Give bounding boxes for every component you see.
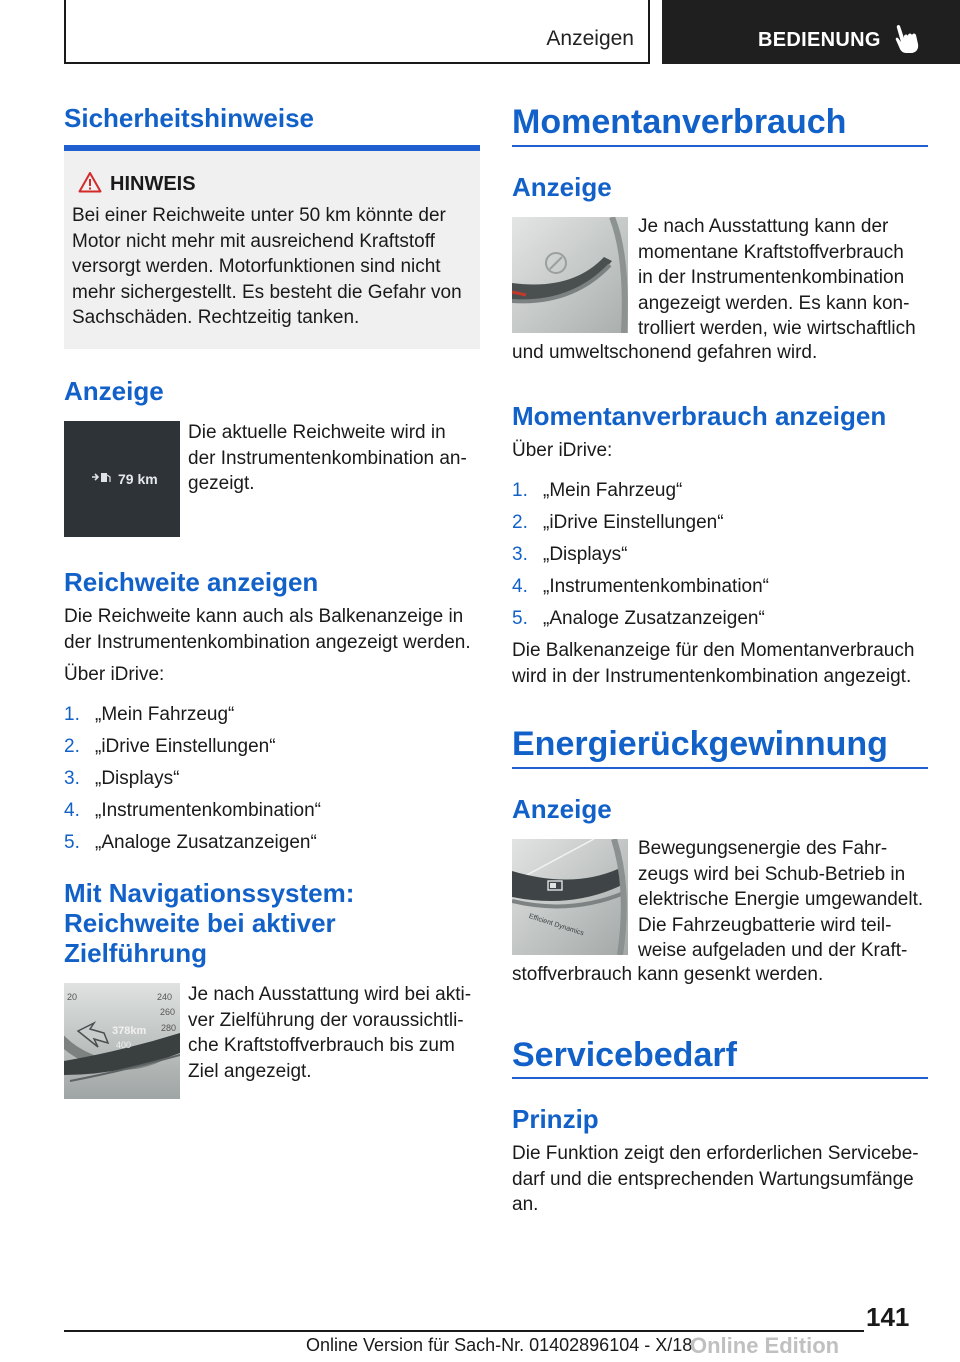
energy-heading: Energierückgewinnung: [512, 725, 888, 763]
step-number: 2.: [512, 512, 528, 533]
text-line: mehr sichergestellt. Es besteht die Gefahr von: [72, 281, 462, 303]
gauge-range-value: 378km: [112, 1025, 147, 1037]
step-number: 1.: [512, 480, 528, 501]
text-line: der Instrumentenkombination angezeigt werden.: [64, 631, 471, 653]
text-line: Bewegungsenergie des Fahr-: [638, 838, 888, 859]
step-text: „Analoge Zusatzanzeigen“: [95, 832, 317, 853]
range-display-image: [64, 421, 180, 537]
energy-gauge-image: [512, 839, 628, 955]
text-line: Je nach Ausstattung wird bei akti-: [188, 984, 472, 1005]
nav-text: [188, 982, 480, 1084]
navigation-gauge-image: [64, 983, 180, 1099]
text-line: momentane Kraftstoffverbrauch: [638, 241, 904, 263]
anzeige-heading-right: Anzeige: [512, 172, 612, 202]
footer-rule: [64, 1330, 864, 1332]
gauge-graphic: [512, 839, 628, 955]
service-heading-rule: [512, 1077, 928, 1079]
text-line: in der Instrumentenkombination: [638, 267, 905, 289]
anzeige-text-right: [638, 214, 928, 342]
gauge-label: 260: [160, 1007, 176, 1017]
page-number: 141: [866, 1302, 910, 1332]
reichweite-heading: Reichweite anzeigen: [64, 567, 319, 597]
heading-line: Mit Navigationssystem:: [64, 878, 355, 908]
text-line: ver Zielführung der voraussichtli-: [188, 1009, 464, 1031]
consumption-gauge-image: [512, 217, 628, 333]
step-text: „iDrive Einstellungen“: [543, 512, 724, 533]
heading-line: Zielführung: [64, 938, 207, 968]
text-line: wird in der Instrumentenkombination angezeigt.: [512, 665, 912, 687]
step-number: 3.: [64, 768, 80, 789]
prinzip-heading: Prinzip: [512, 1104, 599, 1134]
gauge-label: 280: [161, 1023, 177, 1033]
energy-text: [638, 836, 928, 964]
gauge-label: 20: [67, 992, 78, 1002]
step-number: 3.: [512, 544, 528, 565]
header-section-tab: [64, 0, 650, 64]
text-line: Je nach Ausstattung kann der: [638, 216, 889, 237]
header-chapter-tab: [662, 0, 960, 64]
prinzip-text: [512, 1141, 928, 1218]
step-text: „Instrumentenkombination“: [95, 800, 321, 821]
step-text: „Mein Fahrzeug“: [543, 480, 683, 501]
watermark: Online Edition: [690, 1333, 840, 1358]
heading-line: Reichweite bei aktiver: [64, 908, 336, 938]
energy-text-tail: stoffverbrauch kann gesenkt werden.: [512, 964, 824, 985]
warning-text: [72, 203, 476, 331]
text-line: weise aufgeladen und der Kraft-: [638, 940, 908, 962]
idrive-label-left: Über iDrive:: [64, 664, 165, 685]
step-number: 1.: [64, 704, 80, 725]
gauge-label: 400: [116, 1040, 132, 1050]
step-number: 5.: [64, 832, 80, 853]
step-text: „Analoge Zusatzanzeigen“: [543, 608, 765, 629]
text-line: an.: [512, 1194, 539, 1216]
warning-title: HINWEIS: [110, 173, 196, 195]
moment-heading: Momentanverbrauch: [512, 103, 847, 141]
step-text: „Displays“: [95, 768, 180, 789]
text-line: Die Fahrzeugbatterie wird teil-: [638, 914, 892, 936]
text-line: Die aktuelle Reichweite wird in: [188, 422, 446, 443]
text-line: darf und die entsprechenden Wartungsumfänge: [512, 1168, 914, 1190]
warning-triangle-icon: [78, 171, 102, 193]
text-line: zeugs wird bei Schub-Betrieb in: [638, 863, 906, 885]
text-line: gezeigt.: [188, 473, 255, 495]
moment-tail-text: [512, 638, 928, 689]
step-text: „Instrumentenkombination“: [543, 576, 769, 597]
safety-heading: Sicherheitshinweise: [64, 103, 314, 133]
service-heading: Servicebedarf: [512, 1036, 737, 1074]
text-line: che Kraftstoffverbrauch bis zum: [188, 1035, 455, 1057]
header-section-label: Anzeigen: [546, 27, 634, 50]
text-line: Sachschäden. Rechtzeitig tanken.: [72, 307, 360, 329]
footer-online-version: Online Version für Sach-Nr. 01402896104 - X/18: [306, 1335, 693, 1355]
step-number: 4.: [64, 800, 80, 821]
text-line: versorgt werden. Motorfunktionen sind nicht: [72, 256, 441, 278]
text-line: Die Balkenanzeige für den Momentanverbrauch: [512, 640, 915, 661]
text-line: der Instrumentenkombination an-: [188, 447, 467, 469]
step-number: 2.: [64, 736, 80, 757]
text-line: Bei einer Reichweite unter 50 km könnte der: [72, 205, 446, 226]
text-line: Die Reichweite kann auch als Balkenanzeige in: [64, 606, 464, 627]
step-text: „Displays“: [543, 544, 628, 565]
header-chapter-label: BEDIENUNG: [758, 29, 881, 51]
idrive-label-right: Über iDrive:: [512, 440, 613, 461]
text-line: angezeigt werden. Es kann kon-: [638, 292, 910, 314]
pointing-hand-icon: [894, 24, 922, 54]
energy-anzeige-heading: Anzeige: [512, 794, 612, 824]
energy-heading-rule: [512, 767, 928, 769]
moment-heading-rule: [512, 145, 928, 147]
moment-show-heading: Momentanverbrauch anzeigen: [512, 401, 887, 431]
anzeige-text-left: [188, 420, 480, 497]
warning-box: [64, 151, 480, 349]
text-line: Die Funktion zeigt den erforderlichen Servicebe-: [512, 1143, 919, 1164]
step-number: 5.: [512, 608, 528, 629]
text-line: Motor nicht mehr mit ausreichend Kraftstoff: [72, 230, 435, 252]
text-line: elektrische Energie umgewandelt.: [638, 889, 924, 911]
step-text: „iDrive Einstellungen“: [95, 736, 276, 757]
text-line: trolliert werden, wie wirtschaftlich: [638, 318, 916, 340]
nav-heading: [64, 878, 354, 968]
reichweite-text: [64, 604, 480, 655]
anzeige-text-tail: und umweltschonend gefahren wird.: [512, 342, 818, 363]
anzeige-heading-left: Anzeige: [64, 376, 164, 406]
text-line: Ziel angezeigt.: [188, 1060, 312, 1082]
gauge-graphic: [512, 217, 628, 333]
gauge-caption: Efficient Dynamics: [527, 913, 585, 938]
gauge-label: 240: [157, 992, 173, 1002]
step-text: „Mein Fahrzeug“: [95, 704, 235, 725]
range-value: 79 km: [118, 471, 158, 487]
step-number: 4.: [512, 576, 528, 597]
